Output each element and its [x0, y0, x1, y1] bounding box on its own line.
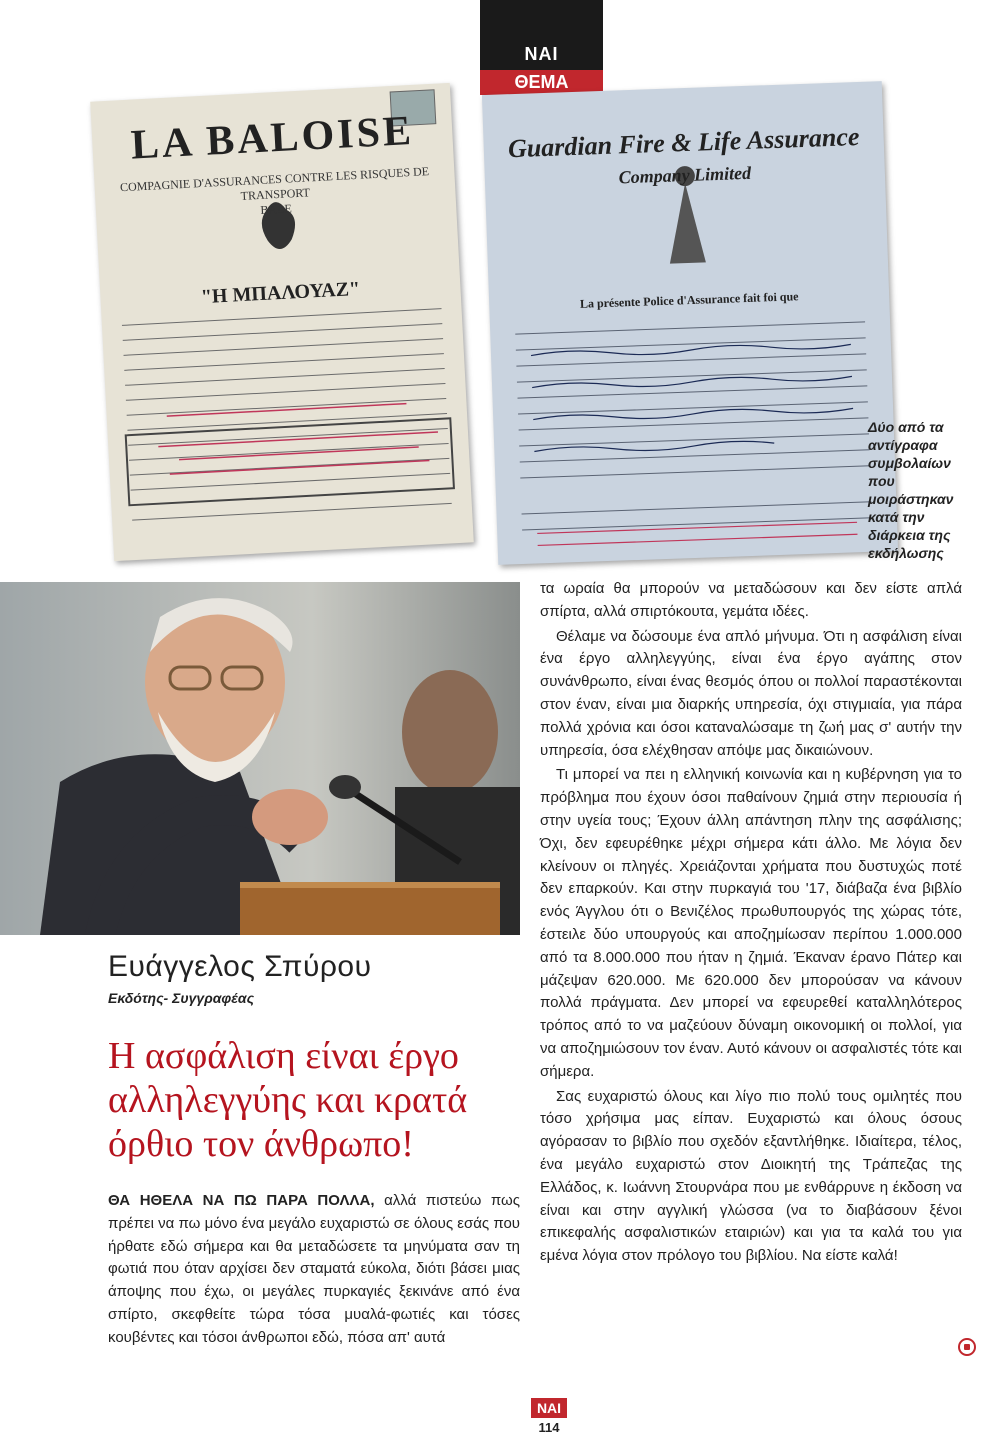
article-column-right	[540, 578, 962, 1270]
speaker-illustration	[0, 582, 520, 935]
document-guardian	[482, 81, 898, 565]
first-paragraph: αλλά πιστεύω πως πρέπει να πω μόνο ένα μεγάλο ευχαριστώ σε όλους εσάς που ήρθατε εδώ σήμερα και θα μεταδώσετε τα μηνύματα σαν τη φωτιά που όταν αρχίσει δεν σταματά εύκολα, διότι βάσει μιας άποψης που έχω, οι μεγάλες πυρκαγιές ξεκινάνε από ένα σπίρτο, σκεφθείτε τώρα τόσα μυαλά-φωτιές και τόσες κουβέντες και τόσοι άνθρωποι εδώ, πόσα απ' αυτά	[108, 1192, 521, 1346]
section-label: ΘΕΜΑ	[480, 70, 603, 95]
insurance-documents-photo	[90, 78, 1000, 558]
document-subtitle: COMPAGNIE D'ASSURANCES CONTRE LES RISQUES DE TRANSPORT BALE	[119, 164, 430, 217]
photo-caption: Δύο από τα αντίγραφα συμβολαίων που μοιράστηκαν κατά την διάρκεια της εκδήλωσης	[868, 419, 954, 561]
article-paragraph: τα ωραία θα μπορούν να μεταδώσουν και δεν είστε απλά σπίρτα, αλλά σπιρτόκουτα, γεμάτα ιδέες.	[540, 580, 962, 620]
section-brand: ΝΑΙ	[524, 44, 559, 64]
document-title: Guardian Fire & Life Assurance Company Limited	[507, 121, 860, 188]
headline: Η ασφάλιση είναι έργο αλληλεγγύης και κρατά όρθιο τον άνθρωπο!	[108, 1035, 468, 1165]
article-paragraph: Σας ευχαριστώ όλους και λίγο πιο πολύ τους ομιλητές που τόσο χρήσιμα μας είπαν. Ευχαριστώ και όλους όσους αγόρασαν το βιβλίο που σχεδόν εξαντλήθηκε. Ιδιαίτερα, τέλος, ένα μεγάλο ευχαριστώ στον Διοικητή της Τράπεζας της Ελλάδος, κ. Ιωάννη Στουρνάρα που με ενθάρρυνε η έκδοση να είναι και στην αγγλική γλώσσα (να το διαβάσουν ξένοι επικεφαλής ασφαλιστικών εταιριών) και για τα καλά του για εμένα λόγια στον πρόλογο του βιβλίου. Να είστε καλά!	[540, 1087, 962, 1265]
end-of-article-icon	[958, 1338, 976, 1356]
author-name: Ευάγγελος Σπύρου	[108, 950, 372, 983]
article-paragraph: Τι μπορεί να πει η ελληνική κοινωνία και η κυβέρνηση για το πρόβλημα που έχουν όσοι παθαίνουν ζημιά στην περιουσία ή στην υγεία τους; Έχουν άλλη απάντηση πλην της ασφάλισης; Όχι, δεν εφευρέθηκε μέχρι σήμερα κάτι άλλο. Με λόγια δεν κλείνουν οι πληγές. Χρειάζονται χρήματα που δυστυχώς ποτέ δεν επαρκούν. Και στην πυρκαγιά του '17, διάβαζα ένα βιβλίο ενός Άγγλου ότι ο Βενιζέλος πρωθυπουργός της χώρας τότε, έστειλε δύο υπουργούς και αποζημίωσαν περίπου 1.000.000 από τα 8.000.000 που ήταν η ζημιά. Έκαναν έρανο Πάτερ και μάζεψαν 620.000. Με 620.000 δεν μπορούσαν να κάνουν πολλά πράγματα. Δεν μπορεί να εφευρεθεί καταλληλότερος τρόπος από το να μαζεύουν δύναμη οικονομική οι πολλοί, για να αποζημιώσουν τον έναν. Αυτό κάνουν οι ασφαλιστές τότε και σήμερα.	[540, 766, 962, 1080]
article-paragraph	[108, 1190, 520, 1350]
document-line: La présente Police d'Assurance fait foi que	[579, 289, 799, 311]
document-title: LA BALOISE	[129, 107, 416, 169]
page-number: 114	[538, 1420, 560, 1435]
article-paragraph: Θέλαμε να δώσουμε ένα απλό μήνυμα. Ότι η ασφάλιση είναι ένα έργο αλληλεγγύης, είναι ένα έργο αγάπης στον συνάνθρωπο, είναι ένας θεσμός όπου οι πολλοί παραστέκονται στον έναν, είναι μια διαρκής υπηρεσία, όχι στιγμιαία, για πάρα πολλά χρόνια και όσοι καταναλώσαμε τη ζωή μας σ' αυτήν την υπηρεσία, όσα ελέχθησαν απόψε μας δικαιώνουν.	[540, 627, 962, 759]
document-la-baloise	[90, 83, 474, 561]
speaker-photo	[0, 582, 520, 935]
author-role: Εκδότης- Συγγραφέας	[108, 990, 255, 1006]
article-column-left	[108, 1190, 520, 1350]
footer-logo: ΝΑΙ	[531, 1398, 567, 1418]
lead-in: ΘΑ ΗΘΕΛΑ ΝΑ ΠΩ ΠΑΡΑ ΠΟΛΛΑ,	[108, 1192, 375, 1209]
document-greek-name: "Η ΜΠΑΛΟΥΑΖ"	[200, 277, 361, 309]
